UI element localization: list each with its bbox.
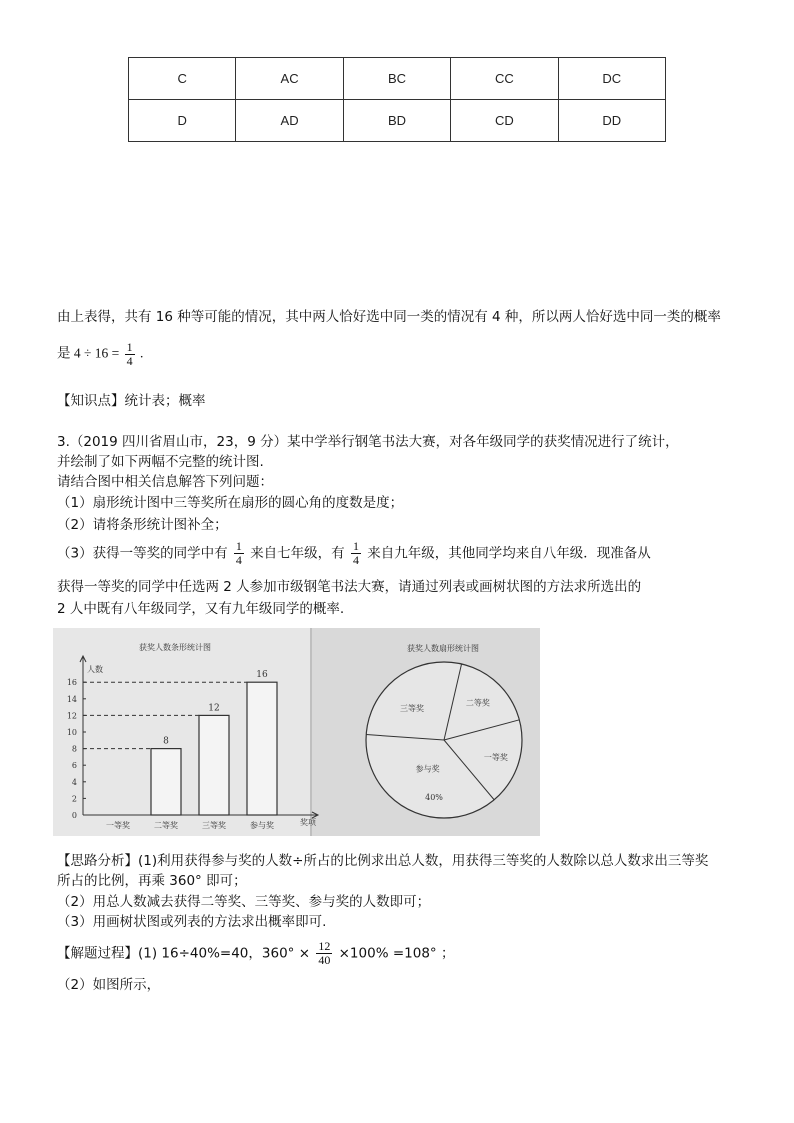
y-tick-label: 16 (66, 678, 77, 688)
y-tick-label: 6 (71, 761, 77, 771)
charts-photo (53, 628, 540, 836)
fraction (234, 540, 244, 567)
y-tick-label: 4 (71, 777, 77, 787)
table-cell: CC (451, 58, 558, 100)
frac-denominator: 4 (126, 354, 133, 368)
table-cell: BC (343, 58, 450, 100)
bar (247, 682, 277, 815)
summary-prefix: 是 4 ÷ 16 = (57, 345, 120, 361)
y-tick-label: 8 (71, 744, 77, 754)
question-3-cont: 获得一等奖的同学中任选两 2 人参加市级钢笔书法大赛，请通过列表或画树状图的方法求所选出的 (57, 579, 642, 595)
slice-label: 二等奖 (465, 698, 490, 708)
question-2: （2）请将条形统计图补全； (57, 517, 228, 533)
fraction (316, 940, 332, 967)
data-label: 16 (256, 670, 268, 681)
table-cell: DD (558, 100, 665, 142)
y-tick-label: 14 (66, 694, 77, 704)
frac-numerator: 1 (126, 340, 133, 354)
data-label: 12 (208, 703, 220, 714)
slice-label: 参与奖 (415, 764, 440, 774)
q3-text: 来自七年级，有 (250, 545, 345, 562)
q3-text: （3）获得一等奖的同学中有 (57, 545, 228, 562)
slice-label: 三等奖 (400, 704, 425, 714)
fraction (351, 540, 361, 567)
x-tick-label: 二等奖 (154, 821, 178, 830)
table-cell: BD (343, 100, 450, 142)
frac-numerator: 1 (235, 539, 242, 553)
slice-label: 一等奖 (483, 752, 508, 762)
problem-line: 3.（2019 四川省眉山市，23，9 分）某中学举行钢笔书法大赛，对各年级同学的获奖情况进行了统计， (57, 434, 679, 450)
q3-text: 来自九年级，其他同学均来自八年级．现准备从 (367, 545, 651, 562)
y-tick-label: 12 (66, 711, 77, 721)
data-label: 8 (163, 736, 169, 747)
chart-title: 获奖人数条形统计图 (139, 643, 211, 652)
frac-denominator: 40 (318, 953, 331, 967)
y-tick-label: 2 (71, 794, 77, 804)
x-tick-label: 参与奖 (250, 821, 274, 830)
table-cell: AC (236, 58, 343, 100)
chart-title: 获奖人数扇形统计图 (407, 644, 479, 653)
question-3-cont: 2 人中既有八年级同学，又有九年级同学的概率. (57, 601, 345, 617)
y-tick-label: 10 (66, 728, 77, 737)
x-axis-label: 奖项 (300, 818, 316, 827)
slice-percent: 40% (425, 793, 443, 802)
problem-line: 并绘制了如下两幅不完整的统计图. (57, 454, 264, 470)
question-3 (57, 540, 651, 567)
y-tick-label: 0 (71, 811, 77, 820)
table-row (129, 58, 666, 100)
x-tick-label: 三等奖 (202, 821, 226, 830)
fraction (125, 341, 135, 368)
table-cell: AD (236, 100, 343, 142)
analysis-line: 所占的比例，再乘 360° 即可； (57, 873, 247, 889)
frac-denominator: 4 (352, 553, 359, 567)
outcome-table (128, 57, 666, 142)
solution-line: （2）如图所示， (57, 977, 161, 993)
problem-line: 请结合图中相关信息解答下列问题： (57, 474, 273, 490)
x-tick-label: 一等奖 (106, 821, 130, 830)
summary-line: 由上表得，共有 16 种等可能的情况，其中两人恰好选中同一类的情况有 4 种，所以两人恰好选中同一类的概率 (57, 309, 721, 325)
frac-numerator: 1 (352, 539, 359, 553)
analysis-line: （3）用画树状图或列表的方法求出概率即可. (57, 914, 327, 930)
summary-result (57, 341, 143, 368)
table-cell: CD (451, 100, 558, 142)
table-cell: C (129, 58, 236, 100)
solution-prefix: 【解题过程】(1) 16÷40%=40，360° × (57, 945, 311, 962)
solution-line (57, 940, 454, 967)
table-cell: DC (558, 58, 665, 100)
analysis-line: 【思路分析】(1)利用获得参与奖的人数÷所占的比例求出总人数，用获得三等奖的人数除以总人数求出三等奖 (57, 853, 709, 869)
y-axis-label: 人数 (87, 665, 103, 674)
analysis-line: （2）用总人数减去获得二等奖、三等奖、参与奖的人数即可； (57, 894, 431, 910)
knowledge-point: 【知识点】统计表；概率 (57, 393, 206, 409)
table-cell: D (129, 100, 236, 142)
bar (199, 715, 229, 815)
solution-suffix: ×100% =108° ； (338, 945, 455, 962)
question-1: （1）扇形统计图中三等奖所在扇形的圆心角的度数是度； (57, 495, 404, 511)
table-row (129, 100, 666, 142)
frac-denominator: 4 (235, 553, 242, 567)
summary-suffix: . (140, 345, 144, 361)
bar (151, 749, 181, 815)
frac-numerator: 12 (318, 939, 331, 953)
